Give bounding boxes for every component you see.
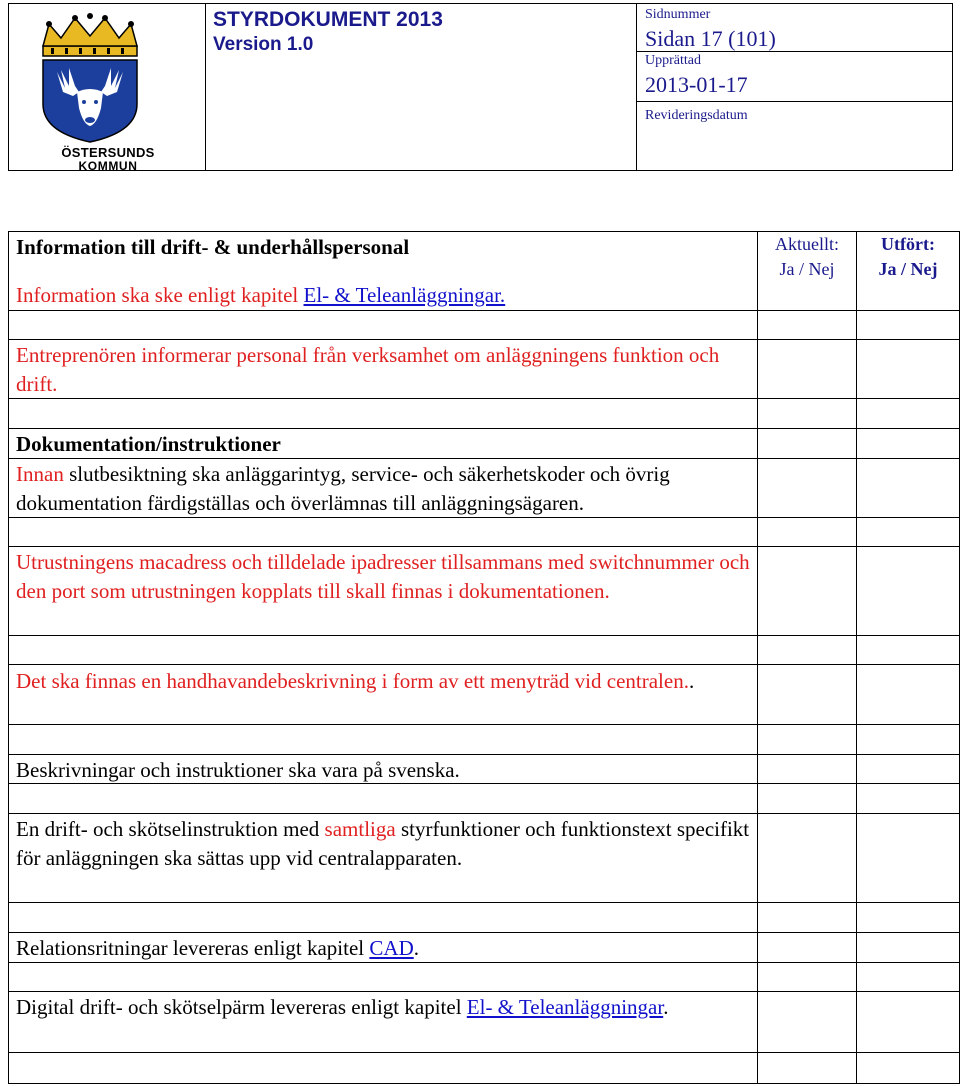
table-row-divider [8, 546, 960, 547]
checklist-item-handhavandebeskrivning [16, 667, 756, 696]
table-row-divider [8, 428, 960, 429]
upprattad-value: 2013-01-17 [645, 72, 748, 97]
aktuellt-options: Ja / Nej [779, 259, 835, 279]
table-row-divider [8, 724, 960, 725]
item-text: Digital drift- och skötselpärm levereras enligt kapitel [16, 995, 467, 1019]
logo-cell [8, 3, 206, 171]
table-row-divider [8, 991, 960, 992]
utfort-options: Ja / Nej [878, 259, 938, 279]
item-punctuation: . [413, 936, 419, 960]
table-divider-utfort [856, 231, 857, 1084]
table-row-divider [8, 339, 960, 340]
checklist-item-macadress: Utrustningens macadress och tilldelade ipadresser tillsammans med switchnummer och den port som utrustningen kopplats till skall finnas i dokumentationen. [16, 550, 750, 603]
upprattad-label: Upprättad [645, 53, 701, 68]
sidnummer-value: Sidan 17 (101) [645, 26, 776, 51]
link-el-teleanlaggningar[interactable]: El- & Teleanläggningar. [303, 283, 506, 307]
logo-text-ostersunds: ÖSTERSUNDS [61, 145, 155, 160]
revideringsdatum-label: Revideringsdatum [645, 108, 748, 123]
checklist-item-slutbesiktning [16, 460, 756, 518]
item-text: Relationsritningar levereras enligt kapitel [16, 936, 370, 960]
document-meta-cell [636, 3, 953, 171]
meta-row-revideringsdatum [637, 102, 952, 172]
table-row-divider [8, 1052, 960, 1053]
item-emphasis: samtliga [324, 817, 396, 841]
logo-text-kommun: KOMMUN [78, 159, 138, 173]
checklist-table [8, 231, 960, 1084]
checklist-item-entreprenoren: Entreprenören informerar personal från verksamhet om anläggningens funktion och drift. [16, 343, 720, 396]
aktuellt-label: Aktuellt: [775, 234, 839, 254]
meta-row-upprattad [637, 52, 952, 102]
item-text: styrfunktioner och funktionstext specifikt för anläggningen ska sättas upp vid centralapparaten. [16, 817, 750, 870]
table-row-divider [8, 635, 960, 636]
table-row-divider [8, 664, 960, 665]
table-row-divider [8, 902, 960, 903]
checklist-item-relationsritningar [16, 934, 756, 963]
table-row-divider [8, 1083, 960, 1084]
item-punctuation: . [663, 995, 669, 1019]
table-row-divider [8, 932, 960, 933]
checklist-item-svenska: Beskrivningar och instruktioner ska vara på svenska. [16, 758, 460, 782]
table-row-divider [8, 310, 960, 311]
column-header-aktuellt [758, 232, 856, 282]
column-header-utfort [857, 232, 959, 282]
table-row-divider [8, 754, 960, 755]
item-text: Information ska ske enligt kapitel [16, 283, 304, 307]
link-el-teleanlaggningar[interactable]: El- & Teleanläggningar [466, 995, 664, 1019]
meta-row-sidnummer [637, 4, 952, 52]
table-divider-aktuellt [757, 231, 758, 1084]
checklist-item-information [16, 281, 756, 310]
item-text: Det ska finnas en handhavandebeskrivning i form av ett menyträd vid centralen. [16, 669, 689, 693]
document-title-cell [205, 3, 637, 171]
document-version: Version 1.0 [213, 34, 314, 55]
section-heading-information: Information till drift- & underhållspersonal [16, 235, 410, 259]
sidnummer-label: Sidnummer [645, 7, 711, 22]
section-heading-dokumentation: Dokumentation/instruktioner [16, 432, 281, 456]
link-cad[interactable]: CAD [369, 936, 414, 960]
item-text: slutbesiktning ska anläggarintyg, service- och säkerhetskoder och övrig dokumentation färdigställas och överlämnas till anläggningsägaren. [16, 462, 670, 515]
document-title: STYRDOKUMENT 2013 [213, 8, 443, 31]
item-text: En drift- och skötselinstruktion med [16, 817, 325, 841]
utfort-label: Utfört: [881, 234, 935, 254]
document-header [8, 3, 953, 173]
municipality-coat-of-arms-logo [35, 12, 145, 144]
table-border-left [8, 231, 9, 1084]
item-emphasis: Innan [16, 462, 64, 486]
item-punctuation: . [688, 669, 695, 693]
checklist-item-digital-parm [16, 993, 756, 1022]
table-row-divider [8, 813, 960, 814]
checklist-item-skotselinstruktion [16, 815, 756, 873]
